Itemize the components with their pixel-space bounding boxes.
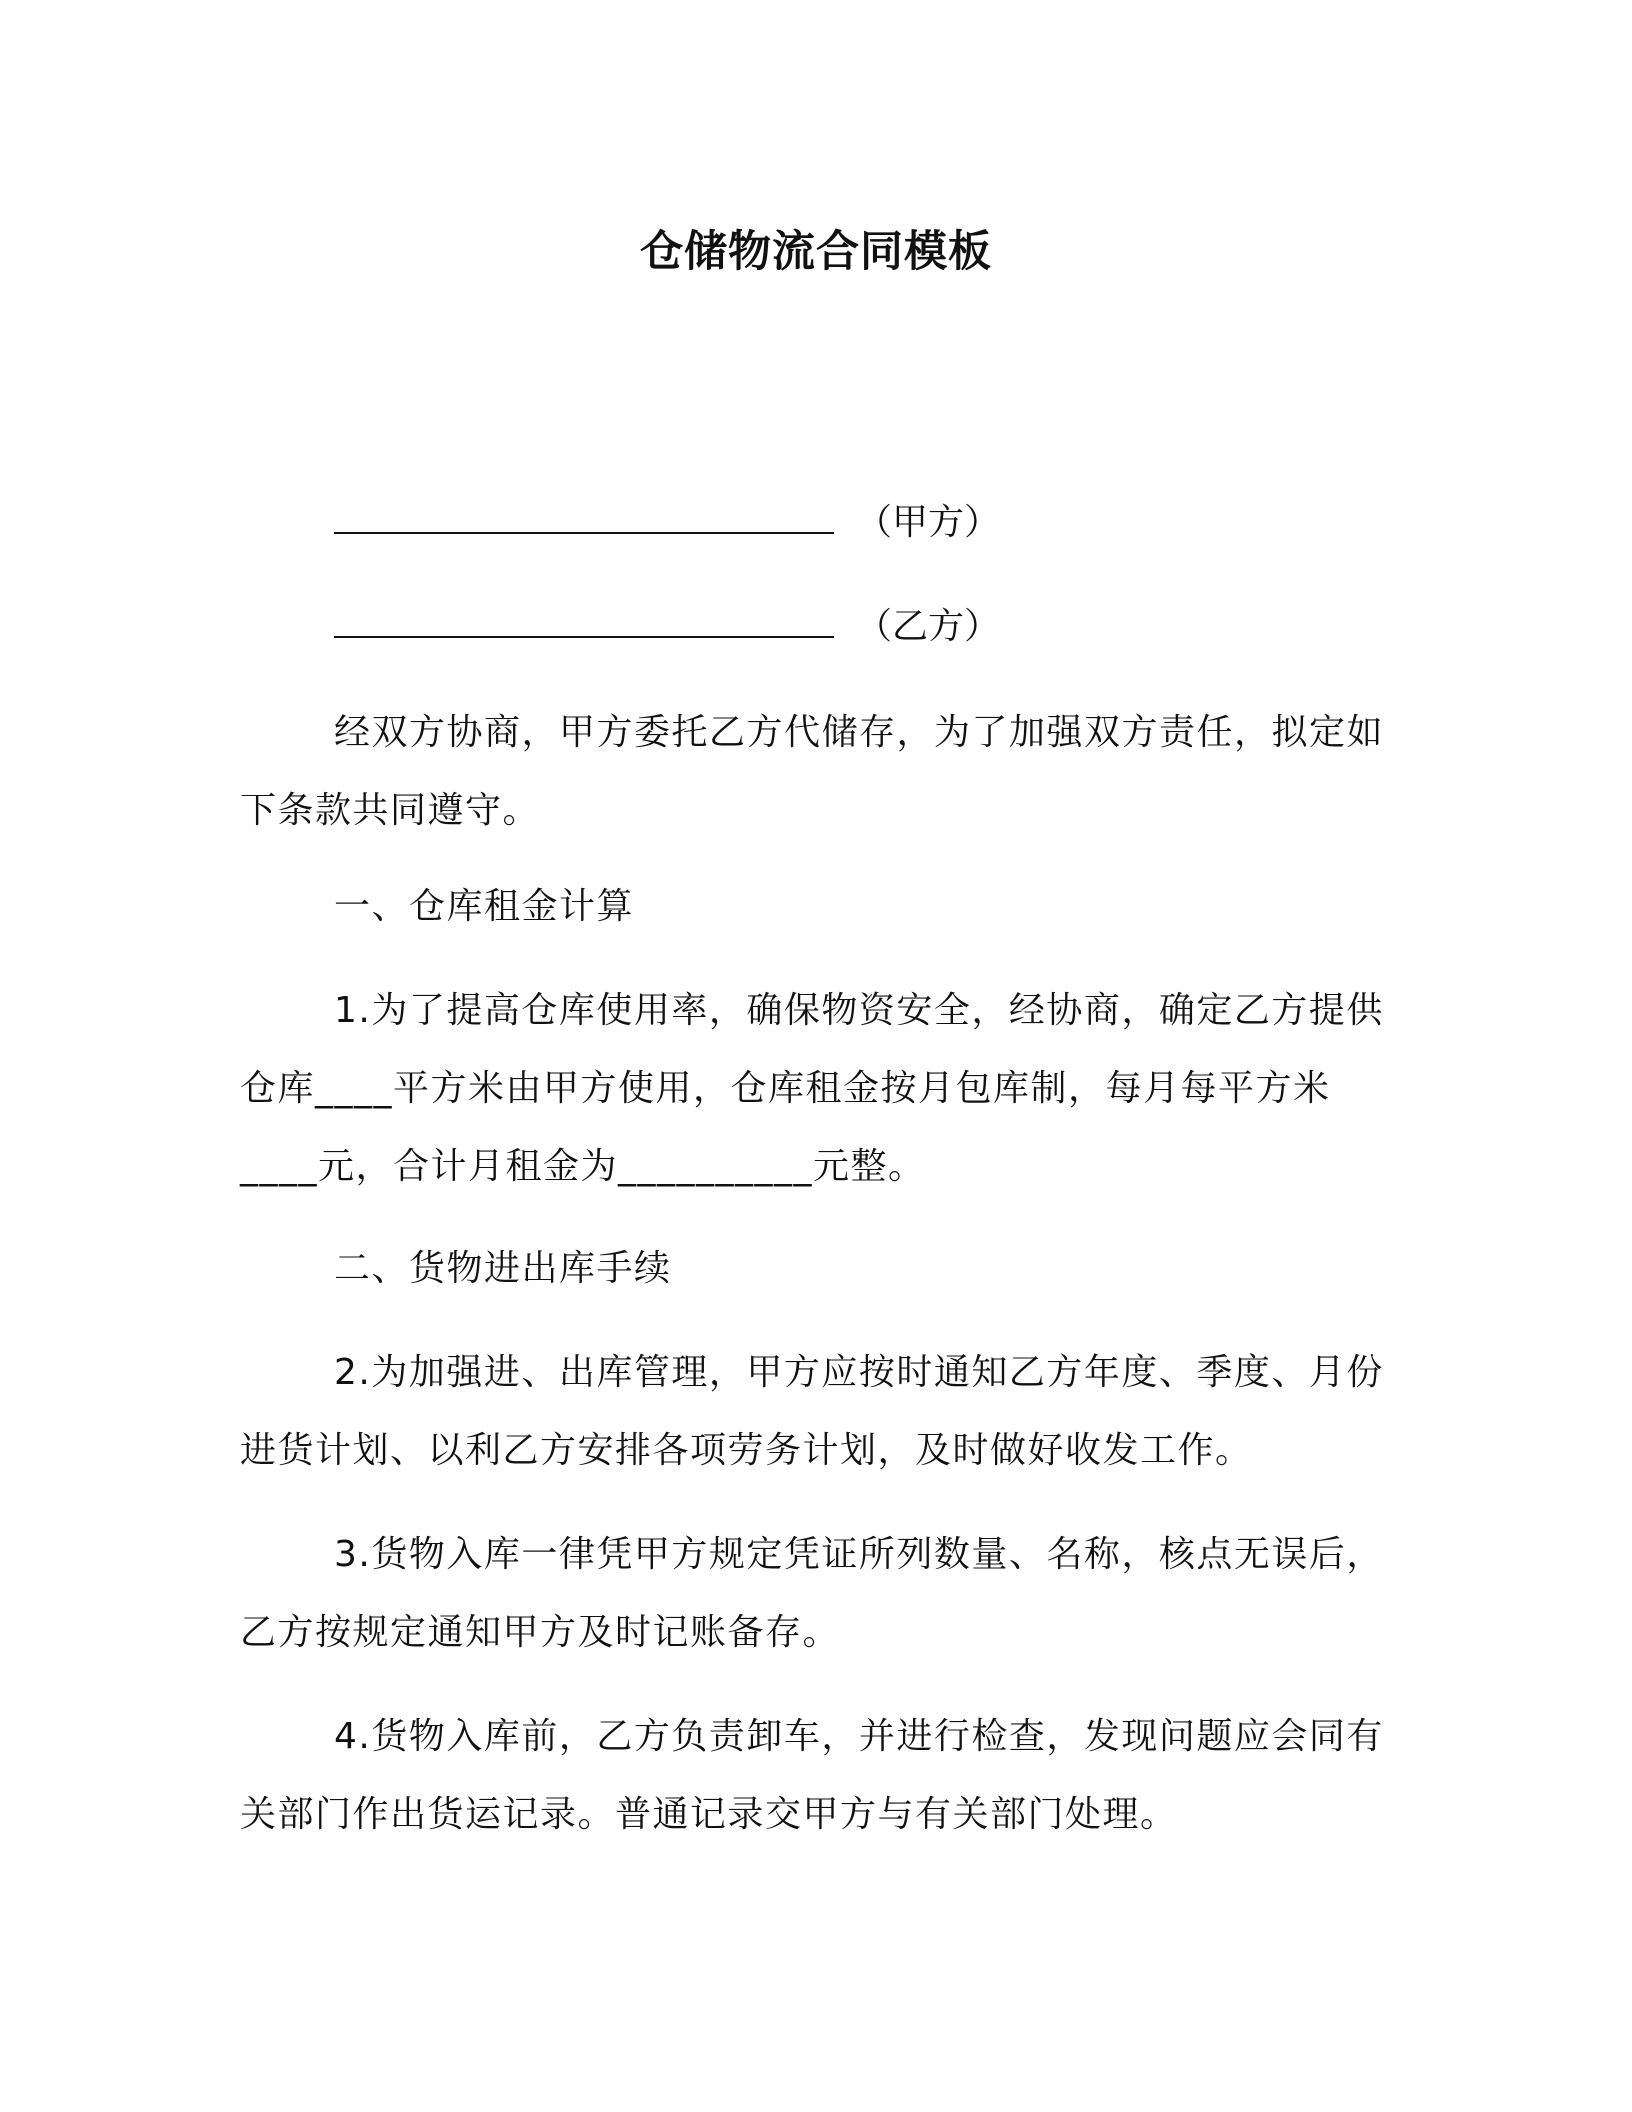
- party-a-line: [334, 496, 1000, 548]
- section-heading-rent: 一、仓库租金计算: [334, 886, 635, 927]
- section-heading-inout: 二、货物进出库手续: [334, 1248, 672, 1289]
- clause-1: 1.为了提高仓库使用率，确保物资安全，经协商，确定乙方提供仓库____平方米由甲方使用，仓库租金按月包库制，每月每平方米____元，合计月租金为__________元整。: [240, 990, 1384, 1187]
- party-b-label: （乙方）: [856, 606, 1001, 647]
- clause-3: 3.货物入库一律凭甲方规定凭证所列数量、名称，核点无误后，乙方按规定通知甲方及时记账备存。: [240, 1534, 1384, 1653]
- party-a-label: （甲方）: [856, 502, 1001, 543]
- clause-2: 2.为加强进、出库管理，甲方应按时通知乙方年度、季度、月份进货计划、以利乙方安排各项劳务计划，及时做好收发工作。: [240, 1352, 1384, 1471]
- party-b-line: [334, 600, 1000, 652]
- party-a-blank: [334, 496, 834, 534]
- party-b-blank: [334, 600, 834, 638]
- clause-4: 4.货物入库前，乙方负责卸车，并进行检查，发现问题应会同有关部门作出货运记录。普通记录交甲方与有关部门处理。: [240, 1716, 1384, 1835]
- intro-paragraph: 经双方协商，甲方委托乙方代储存，为了加强双方责任，拟定如下条款共同遵守。: [240, 712, 1385, 831]
- document-title: 仓储物流合同模板: [640, 227, 992, 277]
